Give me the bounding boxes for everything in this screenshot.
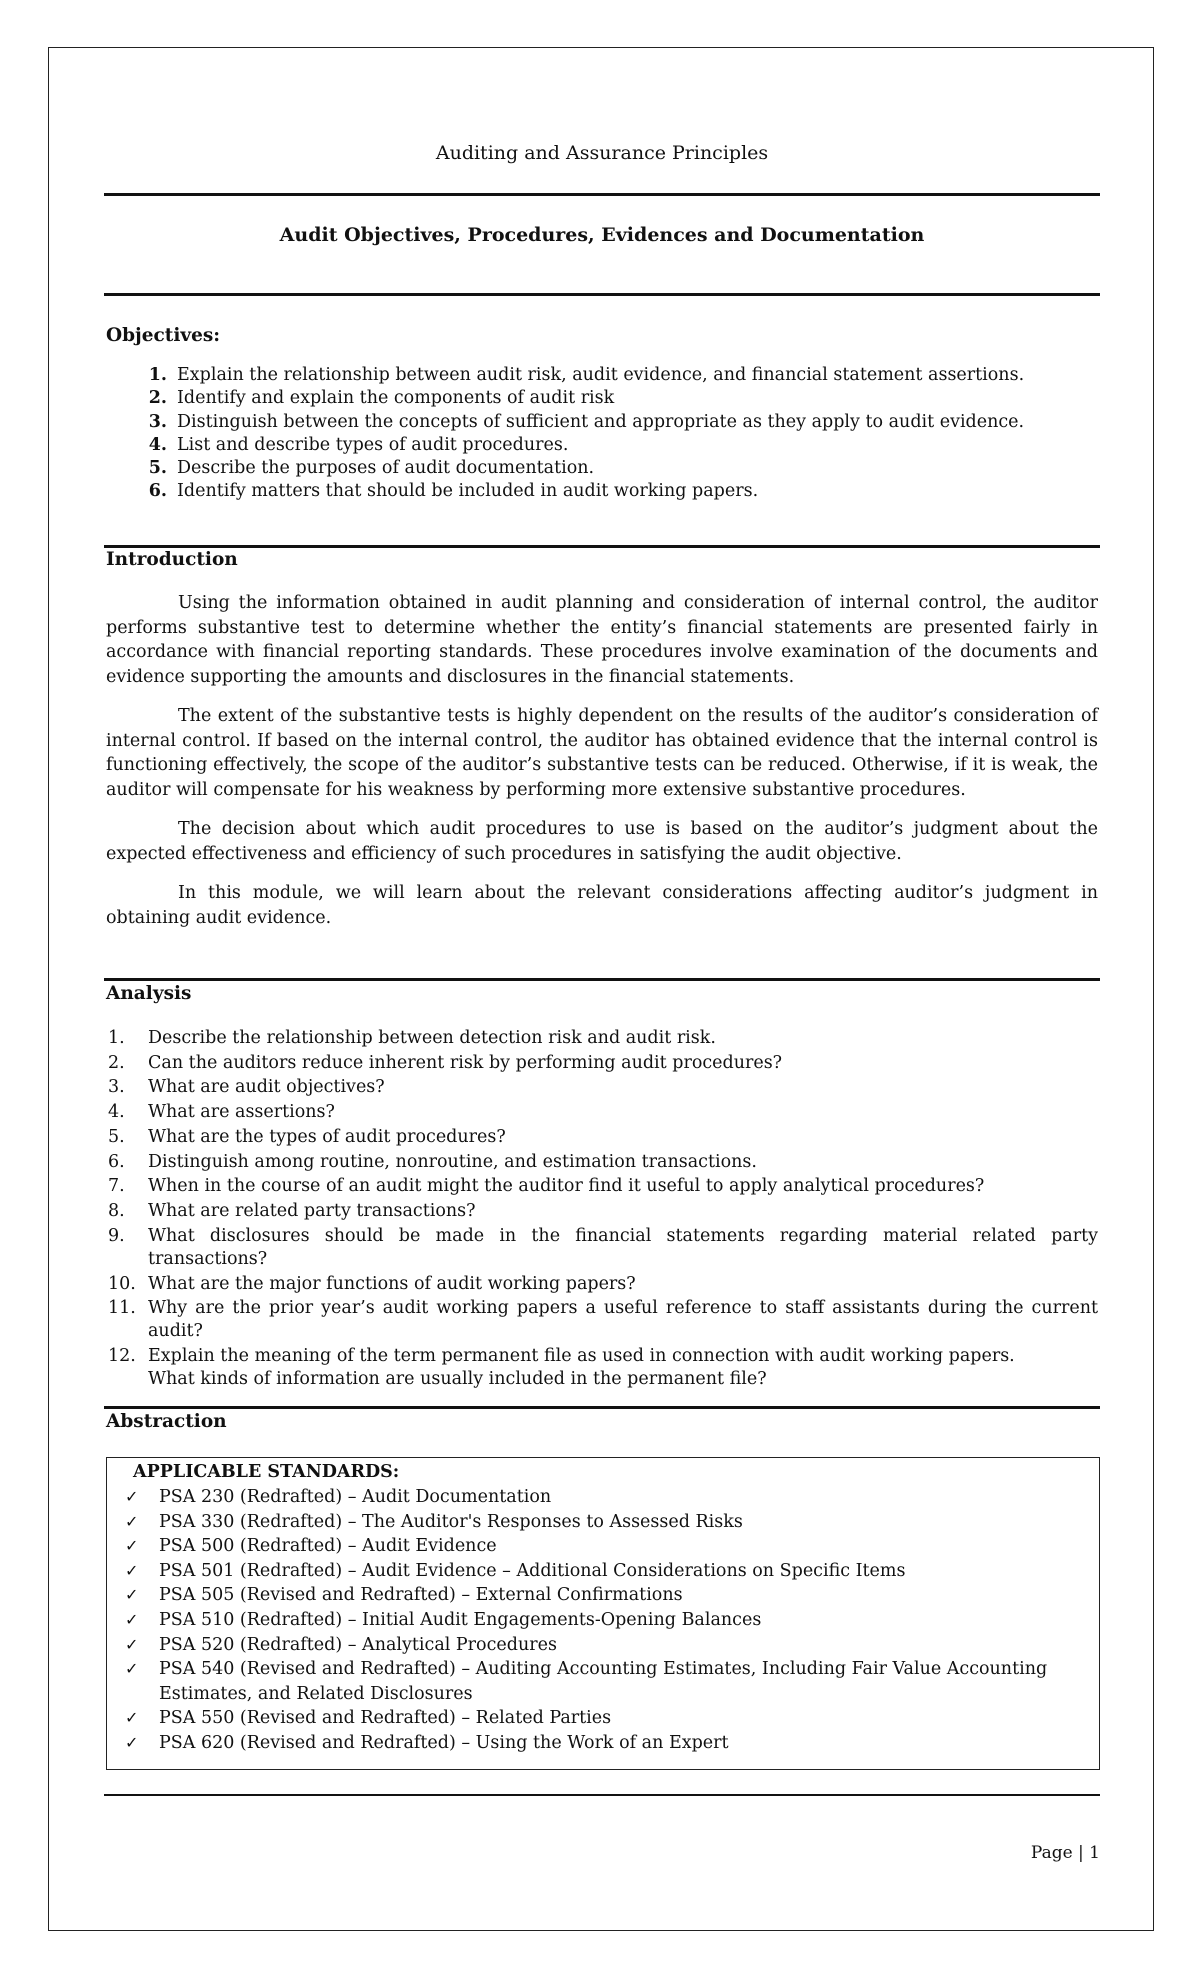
- objective-number: 3.: [148, 411, 167, 432]
- abstraction-rule: [104, 1406, 1100, 1409]
- standard-item: [125, 1583, 1085, 1608]
- analysis-item: [108, 1200, 1098, 1223]
- objective-number: 6.: [148, 481, 167, 502]
- analysis-question: What are related party transactions?: [148, 1200, 476, 1221]
- analysis-text: [148, 1200, 1098, 1223]
- introduction-paragraph: The decision about which audit procedures to use is based on the auditor’s judgment about the expected effectiveness and efficiency of such procedures in satisfying the audit objective.: [106, 819, 1098, 864]
- objective-text: Describe the purposes of audit documentation.: [177, 458, 595, 479]
- objectives-heading: Objectives:: [106, 325, 221, 346]
- objective-number: 2.: [148, 388, 167, 409]
- introduction-paragraph: In this module, we will learn about the relevant considerations affecting auditor’s judgment in obtaining audit evidence.: [106, 883, 1098, 928]
- standard-text: PSA 540 (Revised and Redrafted) – Auditing Accounting Estimates, Including Fair Value Accounting Estimates, and Related Disclosures: [159, 1659, 1048, 1704]
- checkmark-icon: ✓: [125, 1634, 139, 1654]
- abstraction-heading: Abstraction: [106, 1411, 227, 1432]
- standard-text: PSA 520 (Redrafted) – Analytical Procedures: [159, 1634, 557, 1655]
- objective-item: [108, 387, 1098, 410]
- analysis-question: When in the course of an audit might the auditor find it useful to apply analytical procedures?: [148, 1176, 985, 1197]
- standard-item: [125, 1485, 1085, 1510]
- introduction-heading: Introduction: [106, 549, 238, 570]
- introduction-paragraph: The extent of the substantive tests is highly dependent on the results of the auditor’s consideration of internal control. If based on the internal control, the auditor has obtained evidence that the internal control is functioning effectively, the scope of the auditor’s substantive tests can be reduced. Otherwise, if it is weak, the auditor will compensate for his weakness by performing more extensive substantive procedures.: [106, 706, 1098, 800]
- objective-number: 1.: [148, 365, 167, 385]
- checkmark-icon: ✓: [125, 1560, 139, 1580]
- analysis-question: What are audit objectives?: [148, 1077, 385, 1098]
- standard-text: PSA 501 (Redrafted) – Audit Evidence – Additional Considerations on Specific Items: [159, 1560, 906, 1581]
- analysis-question-continued: What kinds of information are usually included in the permanent file?: [148, 1369, 767, 1390]
- analysis-text: [148, 1273, 1098, 1296]
- analysis-item: [108, 1052, 1098, 1075]
- footer-rule: [104, 1794, 1100, 1796]
- analysis-number: 2.: [108, 1052, 125, 1073]
- checkmark-icon: ✓: [125, 1511, 139, 1531]
- standard-text: PSA 505 (Revised and Redrafted) – External Confirmations: [159, 1585, 683, 1606]
- standard-item: [125, 1731, 1085, 1756]
- standards-box: [106, 1457, 1100, 1770]
- standard-item: [125, 1534, 1085, 1559]
- analysis-text: [148, 1151, 1098, 1174]
- objective-number: 5.: [148, 458, 167, 479]
- analysis-text: [148, 1225, 1098, 1271]
- objective-item: [108, 411, 1098, 434]
- standard-item: [125, 1510, 1085, 1535]
- analysis-question: What disclosures should be made in the financial statements regarding material related party transactions?: [148, 1225, 1098, 1269]
- objective-item: [108, 434, 1098, 457]
- analysis-number: 3.: [108, 1077, 125, 1098]
- analysis-item: [108, 1076, 1098, 1099]
- objective-item: [108, 364, 1098, 387]
- analysis-question: Distinguish among routine, nonroutine, and estimation transactions.: [148, 1151, 757, 1172]
- analysis-text: [148, 1345, 1098, 1391]
- checkmark-icon: ✓: [125, 1585, 139, 1605]
- header-rule: [104, 193, 1100, 196]
- introduction-rule: [104, 545, 1100, 548]
- analysis-text: [148, 1052, 1098, 1075]
- checkmark-icon: ✓: [125, 1609, 139, 1629]
- analysis-item: [108, 1345, 1098, 1391]
- standard-item: [125, 1657, 1085, 1706]
- standard-text: PSA 510 (Redrafted) – Initial Audit Engagements-Opening Balances: [159, 1609, 762, 1630]
- standard-text: PSA 500 (Redrafted) – Audit Evidence: [159, 1536, 497, 1557]
- objective-item: [108, 480, 1098, 503]
- checkmark-icon: ✓: [125, 1487, 139, 1506]
- analysis-item: [108, 1101, 1098, 1124]
- objective-text: Distinguish between the concepts of sufficient and appropriate as they apply to audit evidence.: [177, 411, 1025, 432]
- analysis-number: 10.: [108, 1273, 136, 1294]
- standard-text: PSA 550 (Revised and Redrafted) – Related Parties: [159, 1708, 612, 1729]
- analysis-item: [108, 1126, 1098, 1149]
- analysis-number: 4.: [108, 1102, 125, 1123]
- standards-heading: APPLICABLE STANDARDS:: [133, 1462, 400, 1482]
- standard-text: PSA 330 (Redrafted) – The Auditor's Responses to Assessed Risks: [159, 1511, 743, 1532]
- standard-item: [125, 1559, 1085, 1584]
- document-title: Audit Objectives, Procedures, Evidences and Documentation: [279, 224, 925, 246]
- analysis-question: Why are the prior year’s audit working papers a useful reference to staff assistants during the current audit?: [148, 1298, 1098, 1342]
- objective-item: [108, 457, 1098, 480]
- analysis-text: [148, 1297, 1098, 1343]
- analysis-question: What are the types of audit procedures?: [148, 1126, 506, 1147]
- analysis-item: [108, 1151, 1098, 1174]
- analysis-number: 6.: [108, 1151, 125, 1172]
- analysis-list: [108, 1027, 1098, 1393]
- analysis-question: What are the major functions of audit working papers?: [148, 1273, 636, 1294]
- checkmark-icon: ✓: [125, 1659, 139, 1679]
- analysis-item: [108, 1225, 1098, 1271]
- analysis-text: [148, 1027, 1098, 1050]
- analysis-text: [148, 1101, 1098, 1124]
- analysis-number: 1.: [108, 1028, 125, 1048]
- introduction-body: [106, 591, 1098, 945]
- standards-list: [125, 1485, 1085, 1756]
- checkmark-icon: ✓: [125, 1732, 139, 1752]
- analysis-heading: Analysis: [106, 983, 192, 1004]
- standard-text: PSA 620 (Revised and Redrafted) – Using the Work of an Expert: [159, 1732, 729, 1753]
- objective-text: Explain the relationship between audit risk, audit evidence, and financial statement assertions.: [177, 365, 1025, 385]
- objective-text: List and describe types of audit procedures.: [177, 434, 569, 455]
- analysis-question: Explain the meaning of the term permanent file as used in connection with audit working papers.: [148, 1346, 1015, 1367]
- analysis-number: 5.: [108, 1126, 125, 1147]
- introduction-paragraph: Using the information obtained in audit planning and consideration of internal control, the auditor performs substantive test to determine whether the entity’s financial statements are presented fairly in accordance with financial reporting standards. These procedures involve examination of the documents and evidence supporting the amounts and disclosures in the financial statements.: [106, 593, 1098, 687]
- analysis-text: [148, 1175, 1098, 1198]
- analysis-number: 8.: [108, 1200, 125, 1221]
- analysis-question: Can the auditors reduce inherent risk by performing audit procedures?: [148, 1052, 783, 1073]
- analysis-number: 9.: [108, 1225, 125, 1246]
- objective-text: Identify matters that should be included in audit working papers.: [177, 481, 759, 502]
- analysis-number: 11.: [108, 1298, 136, 1319]
- title-rule: [104, 293, 1100, 296]
- analysis-question: Describe the relationship between detection risk and audit risk.: [148, 1028, 716, 1048]
- checkmark-icon: ✓: [125, 1708, 139, 1728]
- standard-text: PSA 230 (Redrafted) – Audit Documentation: [159, 1487, 552, 1507]
- standard-item: [125, 1706, 1085, 1731]
- course-title: Auditing and Assurance Principles: [435, 142, 769, 164]
- analysis-item: [108, 1175, 1098, 1198]
- analysis-item: [108, 1273, 1098, 1296]
- analysis-rule: [104, 978, 1100, 981]
- analysis-number: 7.: [108, 1176, 125, 1197]
- analysis-text: [148, 1126, 1098, 1149]
- analysis-item: [108, 1297, 1098, 1343]
- analysis-text: [148, 1076, 1098, 1099]
- objective-number: 4.: [148, 434, 167, 455]
- checkmark-icon: ✓: [125, 1536, 139, 1556]
- analysis-question: What are assertions?: [148, 1102, 335, 1123]
- objectives-list: [108, 364, 1098, 504]
- analysis-item: [108, 1027, 1098, 1050]
- standard-item: [125, 1633, 1085, 1658]
- page-number: Page | 1: [1030, 1843, 1100, 1863]
- analysis-number: 12.: [108, 1346, 136, 1367]
- standard-item: [125, 1608, 1085, 1633]
- objective-text: Identify and explain the components of audit risk: [177, 388, 615, 409]
